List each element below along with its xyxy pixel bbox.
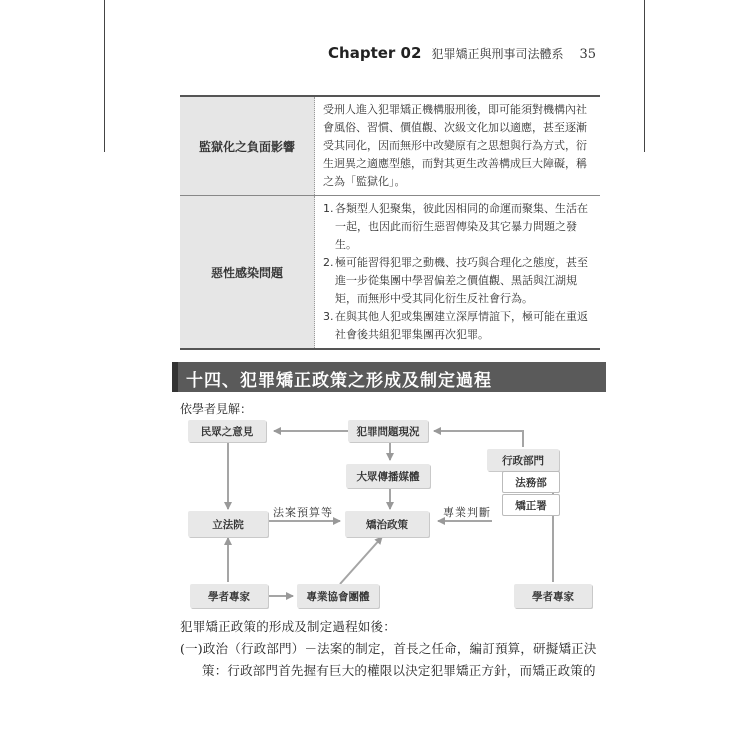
node-mass-media: 大眾傳播媒體 [346,464,430,488]
paragraph-line-1: 犯罪矯正政策的形成及制定過程如後： [180,619,396,634]
list-item-text: 在與其他人犯或集團建立深厚情誼下，極可能在重返社會後共組犯罪集團再次犯罪。 [335,310,588,341]
edge-label-bill-budget: 法案預算等 [273,506,333,519]
intro-text: 依學者見解： [180,402,253,416]
node-professional-groups: 專業協會團體 [297,584,379,608]
list-item-number: 1. [323,202,334,215]
paragraph-line-2: (一)政治（行政部門）－法案的制定，首長之任命，編訂預算，研擬矯正決 [180,641,597,656]
row-label: 監獄化之負面影響 [180,96,315,196]
row-text: 受刑人進入犯罪矯正機構服刑後，即可能須對機構內社會風俗、習慣、價值觀、次級文化加以適應，甚至逐漸受其同化，因而無形中改變原有之思想與行為方式，衍生迥異之適應型態，而對其更生改善構成巨大障礙，稱之為「監獄化」。 [315,96,601,196]
node-correction-policy: 矯治政策 [345,511,429,537]
chapter-title: 犯罪矯正與刑事司法體系 [431,47,564,61]
list-item-text: 極可能習得犯罪之動機、技巧與合理化之態度，甚至進一步從集團中學習偏差之價值觀、黑話與江湖規矩，而無形中受其同化衍生反社會行為。 [335,256,588,305]
node-crime-status: 犯罪問題現況 [348,420,428,442]
arrow-groups-to-policy [340,537,382,584]
paragraph-line-3: 策：行政部門首先握有巨大的權限以決定犯罪矯正方針，而矯正政策的 [202,663,596,678]
section-title: 十四、犯罪矯正政策之形成及制定過程 [186,371,492,391]
row-label: 惡性感染問題 [180,196,315,350]
list-item-number: 3. [323,310,334,323]
node-executive: 行政部門 [487,449,559,471]
node-legislature: 立法院 [188,511,268,537]
arrow-executive-to-crime [434,431,523,447]
node-scholars-right: 學者專家 [514,584,592,608]
page-number: 35 [579,47,596,62]
node-correction-agency: 矯正署 [502,494,560,516]
node-scholars-left: 學者專家 [190,584,268,608]
node-public-opinion: 民眾之意見 [188,420,266,442]
list-item-number: 2. [323,256,334,269]
edge-label-professional-judgment: 專業判斷 [443,506,491,519]
node-justice-ministry: 法務部 [502,471,560,493]
list-item-text: 各類型人犯聚集，彼此因相同的命運而聚集、生活在一起，也因此而衍生惡習傳染及其它暴力問題之發生。 [335,202,588,251]
chapter-label: Chapter 02 [328,44,422,62]
